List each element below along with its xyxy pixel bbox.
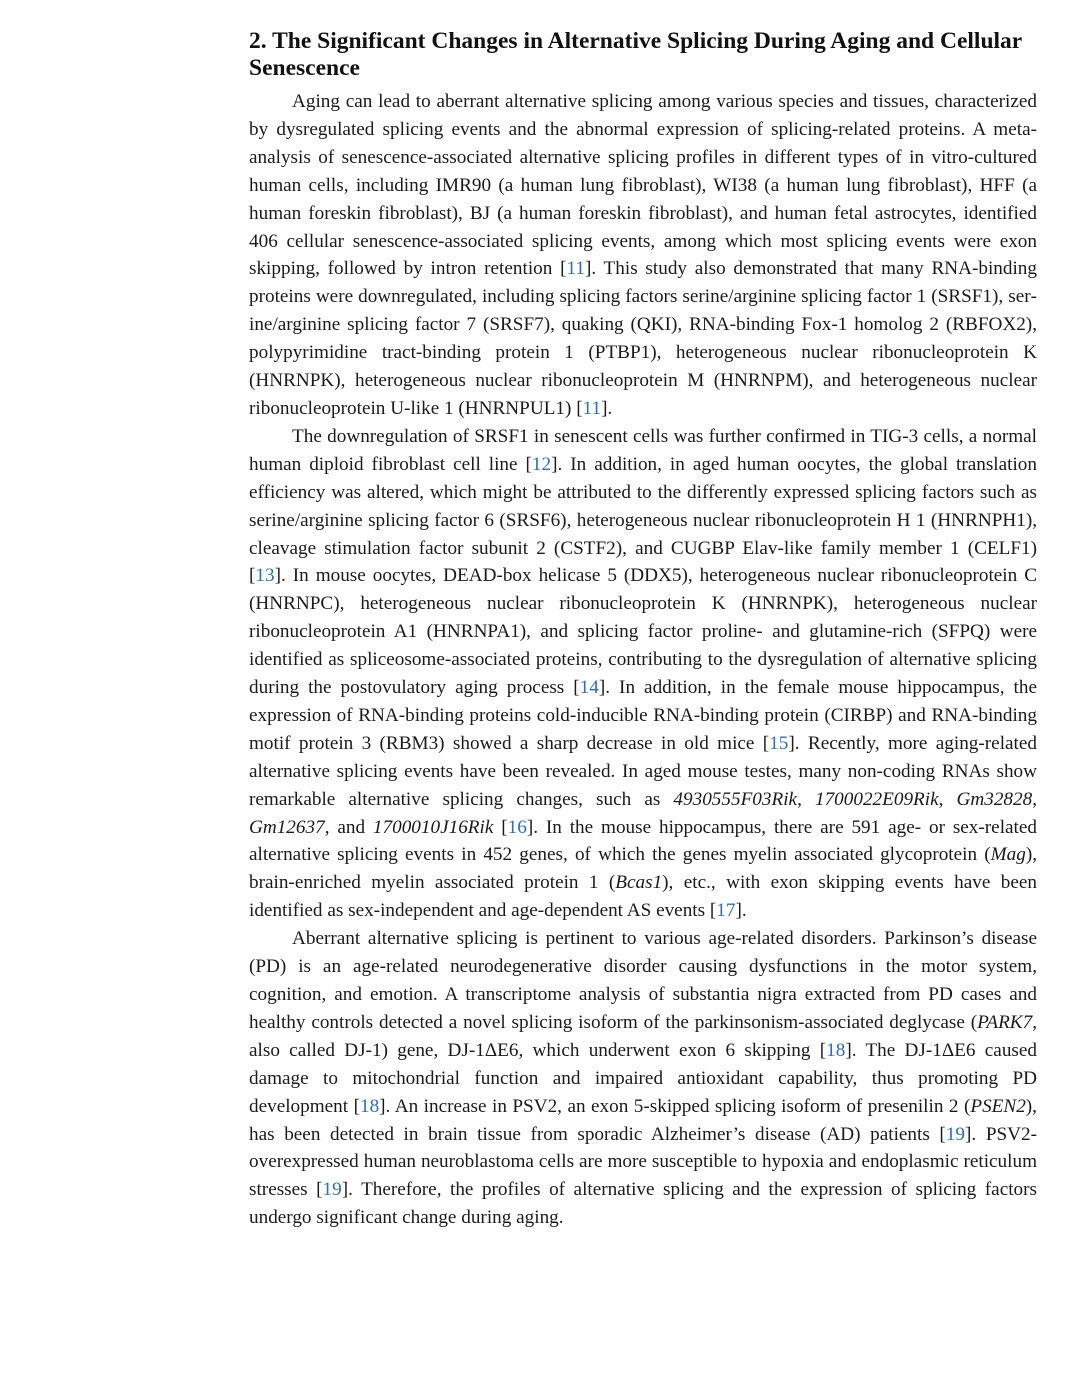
- paragraph-text: , and: [324, 816, 373, 838]
- paragraph-text: ]. In mouse oocytes, DEAD-box helicase 5 (DDX5), heterogeneous nuclear ribonucleoprotein C (HNRNPC), heterogeneous nuclear ribonucleoprotein K (HNRNPK), heterogeneous nuclear ribonucleoprotein A1 (HNRNPA1), and splicing factor proline- and glutamine-rich (SFPQ) were identified as spliceosome-associated proteins, contributing to the dysregulation of alternative splicing during the postovulatory aging process [: [249, 565, 1037, 699]
- paragraph-text: ]. PSV2-overexpressed human neuroblastoma cells are more susceptible to hypoxia and endoplasmic reticulum stresses [: [249, 1123, 1037, 1201]
- paragraph-text: , also called DJ-1) gene, DJ-1ΔE6, which underwent exon 6 skipping [: [249, 1011, 1037, 1061]
- body-paragraph: [249, 925, 1037, 1232]
- section-title: The Significant Changes in Alternative Splicing During Aging and Cellular Senescence: [249, 28, 1022, 81]
- section-heading: [249, 28, 1037, 82]
- paragraph-text: ]. In addition, in the female mouse hippocampus, the expression of RNA-binding proteins cold-inducible RNA-binding protein (CIRBP) and RNA-binding motif protein 3 (RBM3) showed a sharp decrease in old mice [: [249, 677, 1037, 754]
- gene-name: PARK7: [977, 1011, 1033, 1033]
- paragraph-text: The downregulation of SRSF1 in senescent cells was further confirmed in TIG-3 cells, a normal human diploid fibroblast cell line [: [249, 425, 1037, 475]
- paragraph-text: ,: [797, 788, 815, 810]
- paragraph-text: ), brain-enriched myelin associated protein 1 (: [249, 844, 1037, 894]
- paragraph-text: ]. This study also demonstrated that many RNA-binding proteins were downregulated, including splicing factors serine/arginine splicing factor 1 (SRSF1), serine/arginine splicing factor 7 (SRSF7), quaking (QKI), RNA-binding Fox-1 homolog 2 (RBFOX2), polypyrimidine tract-binding protein 1 (PTBP1), heterogeneous nuclear ribonucleoprotein K (HNRNPK), heterogeneous nuclear ribonucleoprotein M (HNRNPM), and heterogeneous nuclear ribonucleoprotein U-like 1 (HNRNPUL1) [: [249, 258, 1037, 419]
- paragraph-text: ]. An increase in PSV2, an exon 5-skipped splicing isoform of presenilin 2 (: [379, 1095, 971, 1117]
- paragraph-text: ].: [735, 900, 747, 922]
- gene-name: Mag: [990, 844, 1026, 866]
- paragraph-text: ,: [1032, 788, 1037, 810]
- paragraph-text: ]. In the mouse hippocampus, there are 591 age- or sex-related alternative splicing events in 452 genes, of which the genes myelin associated glycoprotein (: [249, 816, 1037, 866]
- citation-link[interactable]: 11: [582, 397, 602, 419]
- gene-name: PSEN2: [970, 1095, 1026, 1117]
- paragraph-text: ]. Recently, more aging-related alternative splicing events have been revealed. In aged mouse testes, many non-coding RNAs show remarkable alternative splicing changes, such as: [249, 732, 1037, 810]
- gene-name: Gm12637: [249, 816, 325, 838]
- gene-name: 4930555F03Rik: [673, 788, 798, 810]
- section-number: 2.: [249, 28, 267, 54]
- citation-link[interactable]: 19: [322, 1179, 342, 1201]
- citation-link[interactable]: 16: [507, 816, 527, 838]
- citation-link[interactable]: 12: [531, 453, 552, 475]
- gene-name: 1700022E09Rik: [814, 788, 939, 810]
- section-body: [249, 88, 1037, 1232]
- paragraph-text: ,: [938, 788, 957, 810]
- gene-name: Gm32828: [956, 788, 1033, 810]
- citation-link[interactable]: 18: [826, 1039, 846, 1061]
- paragraph-text: Aging can lead to aberrant alternative splicing among various species and tissues, characterized by dysregulated splicing events and the abnormal expression of splicing-related proteins. A meta-analysis of senescence-associated alternative splicing profiles in different types of in vitro-cultured human cells, including IMR90 (a human lung fibroblast), WI38 (a human lung fibroblast), HFF (a human foreskin fibroblast), BJ (a human foreskin fibroblast), and human fetal astrocytes, identified 406 cellular senescence-associated splicing events, among which most splicing events were exon skipping, followed by intron retention [: [249, 91, 1037, 280]
- body-paragraph: [249, 88, 1037, 423]
- citation-link[interactable]: 15: [769, 732, 789, 754]
- gene-name: Bcas1: [615, 872, 663, 894]
- paragraph-text: ), etc., with exon skipping events have been identified as sex-independent and age-dependent AS events [: [249, 872, 1037, 922]
- paragraph-text: ), has been detected in brain tissue from sporadic Alzheimer’s disease (AD) patients [: [249, 1095, 1037, 1145]
- paragraph-text: ]. The DJ-1ΔE6 caused damage to mitochondrial function and impaired antioxidant capability, thus promoting PD development [: [249, 1039, 1037, 1117]
- body-paragraph: [249, 423, 1037, 925]
- paragraph-text: ]. Therefore, the profiles of alternative splicing and the expression of splicing factors undergo significant change during aging.: [249, 1179, 1037, 1229]
- article-page: [249, 28, 1037, 1232]
- paragraph-text: [: [493, 816, 508, 838]
- citation-link[interactable]: 13: [255, 565, 275, 587]
- gene-name: 1700010J16Rik: [372, 816, 494, 838]
- citation-link[interactable]: 14: [579, 677, 599, 699]
- citation-link[interactable]: 17: [716, 900, 736, 922]
- paragraph-text: ].: [601, 397, 613, 419]
- citation-link[interactable]: 19: [945, 1123, 966, 1145]
- citation-link[interactable]: 11: [566, 258, 585, 280]
- citation-link[interactable]: 18: [359, 1095, 380, 1117]
- paragraph-text: ]. In addition, in aged human oocytes, the global translation efficiency was altered, which might be attributed to the differently expressed splicing factors such as serine/arginine splicing factor 6 (SRSF6), heterogeneous nuclear ribonucleoprotein H 1 (HNRNPH1), cleavage stimulation factor subunit 2 (CSTF2), and CUGBP Elav-like family member 1 (CELF1) [: [249, 453, 1037, 587]
- paragraph-text: Aberrant alternative splicing is pertinent to various age-related disorders. Parkinson’s disease (PD) is an age-related neurodegenerative disorder causing dysfunctions in the motor system, cognition, and emotion. A transcriptome analysis of substantia nigra extracted from PD cases and healthy controls detected a novel splicing isoform of the parkinsonism-associated deglycase (: [249, 928, 1037, 1033]
